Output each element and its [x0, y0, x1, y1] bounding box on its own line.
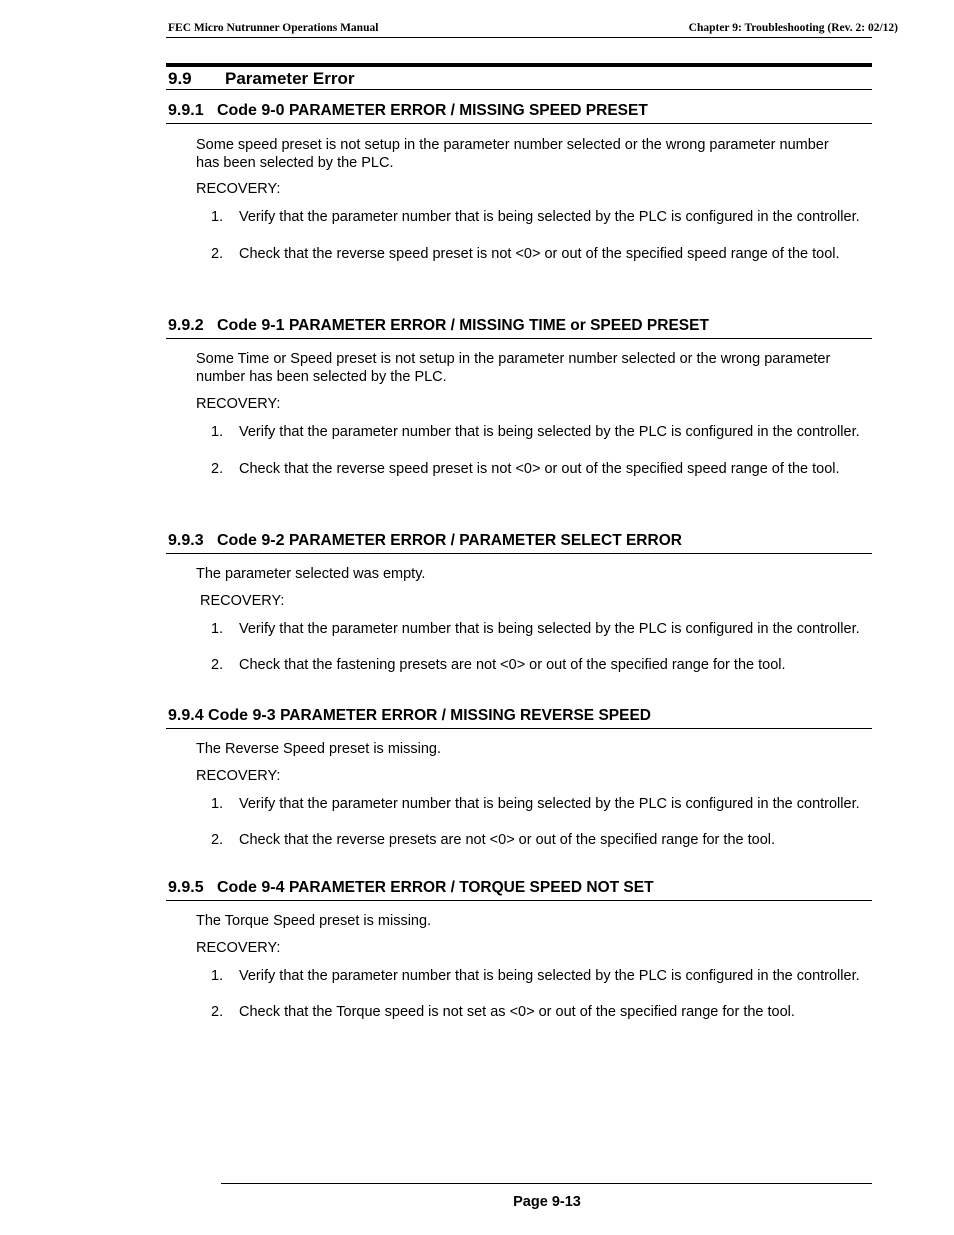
section-heading: [168, 69, 354, 89]
recovery-step: [211, 967, 871, 985]
step-number: 2.: [211, 657, 224, 673]
running-header-title: FEC Micro Nutrunner Operations Manual: [168, 22, 379, 34]
subsection-rule: [166, 900, 872, 901]
subsection-number: 9.9.5: [168, 879, 204, 896]
step-text: Verify that the parameter number that is being selected by the PLC is configured in the controller.: [239, 796, 860, 812]
step-text: Check that the reverse presets are not <0> or out of the specified range for the tool.: [239, 832, 776, 848]
subsection-title: PARAMETER ERROR / MISSING TIME or SPEED PRESET: [288, 317, 709, 334]
recovery-step: [211, 831, 871, 849]
section-heading-rule: [166, 89, 872, 90]
step-number: 1.: [211, 621, 224, 637]
subsection-heading: [168, 532, 682, 550]
recovery-step: [211, 795, 871, 813]
step-text: Check that the fastening presets are not <0> or out of the specified range for the tool.: [239, 657, 786, 673]
recovery-label: RECOVERY:: [196, 396, 281, 412]
recovery-step: [211, 1003, 871, 1021]
subsection-description: The Torque Speed preset is missing.: [196, 913, 432, 929]
subsection-number: 9.9.3: [168, 532, 204, 549]
subsection-heading: [168, 707, 651, 725]
recovery-step: [211, 620, 871, 638]
step-number: 2.: [211, 246, 224, 262]
step-number: 2.: [211, 1004, 224, 1020]
subsection-rule: [166, 123, 872, 124]
section-top-rule: [166, 63, 872, 67]
step-number: 1.: [211, 968, 224, 984]
subsection-heading: [168, 317, 709, 335]
subsection-code: Code 9-4: [216, 879, 285, 896]
step-text: Verify that the parameter number that is being selected by the PLC is configured in the controller.: [239, 968, 860, 984]
subsection-rule: [166, 553, 872, 554]
recovery-label: RECOVERY:: [196, 940, 281, 956]
subsection-number: 9.9.1: [168, 102, 204, 119]
subsection-description: Some Time or Speed preset is not setup in the parameter number selected or the wrong parameter number has been selected by the PLC.: [196, 351, 831, 385]
recovery-label: RECOVERY:: [196, 181, 281, 197]
subsection-code: Code 9-2: [216, 532, 285, 549]
header-divider: [166, 37, 872, 38]
step-text: Check that the reverse speed preset is not <0> or out of the specified speed range of the tool.: [239, 246, 840, 262]
step-number: 2.: [211, 832, 224, 848]
recovery-step: [211, 423, 871, 441]
subsection-heading: [168, 102, 648, 120]
recovery-step: [211, 244, 871, 265]
section-number: 9.9: [168, 69, 192, 88]
step-number: 2.: [211, 461, 224, 477]
recovery-step: [211, 656, 871, 674]
page-number: Page 9-13: [513, 1194, 581, 1210]
subsection-heading: [168, 879, 654, 897]
step-number: 1.: [211, 796, 224, 812]
subsection-description: Some speed preset is not setup in the parameter number selected or the wrong parameter number has been selected by the PLC.: [196, 137, 829, 171]
recovery-label: RECOVERY:: [200, 593, 285, 609]
recovery-label: RECOVERY:: [196, 768, 281, 784]
subsection-number: 9.9.4: [168, 707, 204, 724]
subsection-title: PARAMETER ERROR / TORQUE SPEED NOT SET: [288, 879, 654, 896]
step-number: 1.: [211, 209, 224, 225]
subsection-title: PARAMETER ERROR / MISSING REVERSE SPEED: [280, 707, 651, 724]
step-text: Check that the Torque speed is not set as <0> or out of the specified range for the tool.: [239, 1004, 795, 1020]
running-header-chapter: Chapter 9: Troubleshooting (Rev. 2: 02/12): [688, 22, 898, 34]
subsection-number: 9.9.2: [168, 317, 204, 334]
recovery-step: [211, 459, 871, 480]
subsection-rule: [166, 728, 872, 729]
subsection-description: The Reverse Speed preset is missing.: [196, 741, 441, 757]
subsection-title: PARAMETER ERROR / MISSING SPEED PRESET: [288, 102, 648, 119]
step-text: Verify that the parameter number that is being selected by the PLC is configured in the controller.: [239, 621, 860, 637]
footer-divider: [221, 1183, 872, 1184]
subsection-code: Code 9-1: [216, 317, 285, 334]
subsection-code: Code 9-0: [216, 102, 285, 119]
subsection-title: PARAMETER ERROR / PARAMETER SELECT ERROR: [288, 532, 682, 549]
subsection-description: The parameter selected was empty.: [196, 566, 426, 582]
step-text: Verify that the parameter number that is being selected by the PLC is configured in the controller.: [239, 209, 860, 225]
recovery-step: [211, 208, 871, 226]
step-number: 1.: [211, 424, 224, 440]
section-title: Parameter Error: [225, 69, 355, 88]
step-text: Verify that the parameter number that is being selected by the PLC is configured in the controller.: [239, 424, 860, 440]
step-text: Check that the reverse speed preset is not <0> or out of the specified speed range of the tool.: [239, 461, 840, 477]
subsection-rule: [166, 338, 872, 339]
subsection-code: Code 9-3: [208, 707, 276, 724]
